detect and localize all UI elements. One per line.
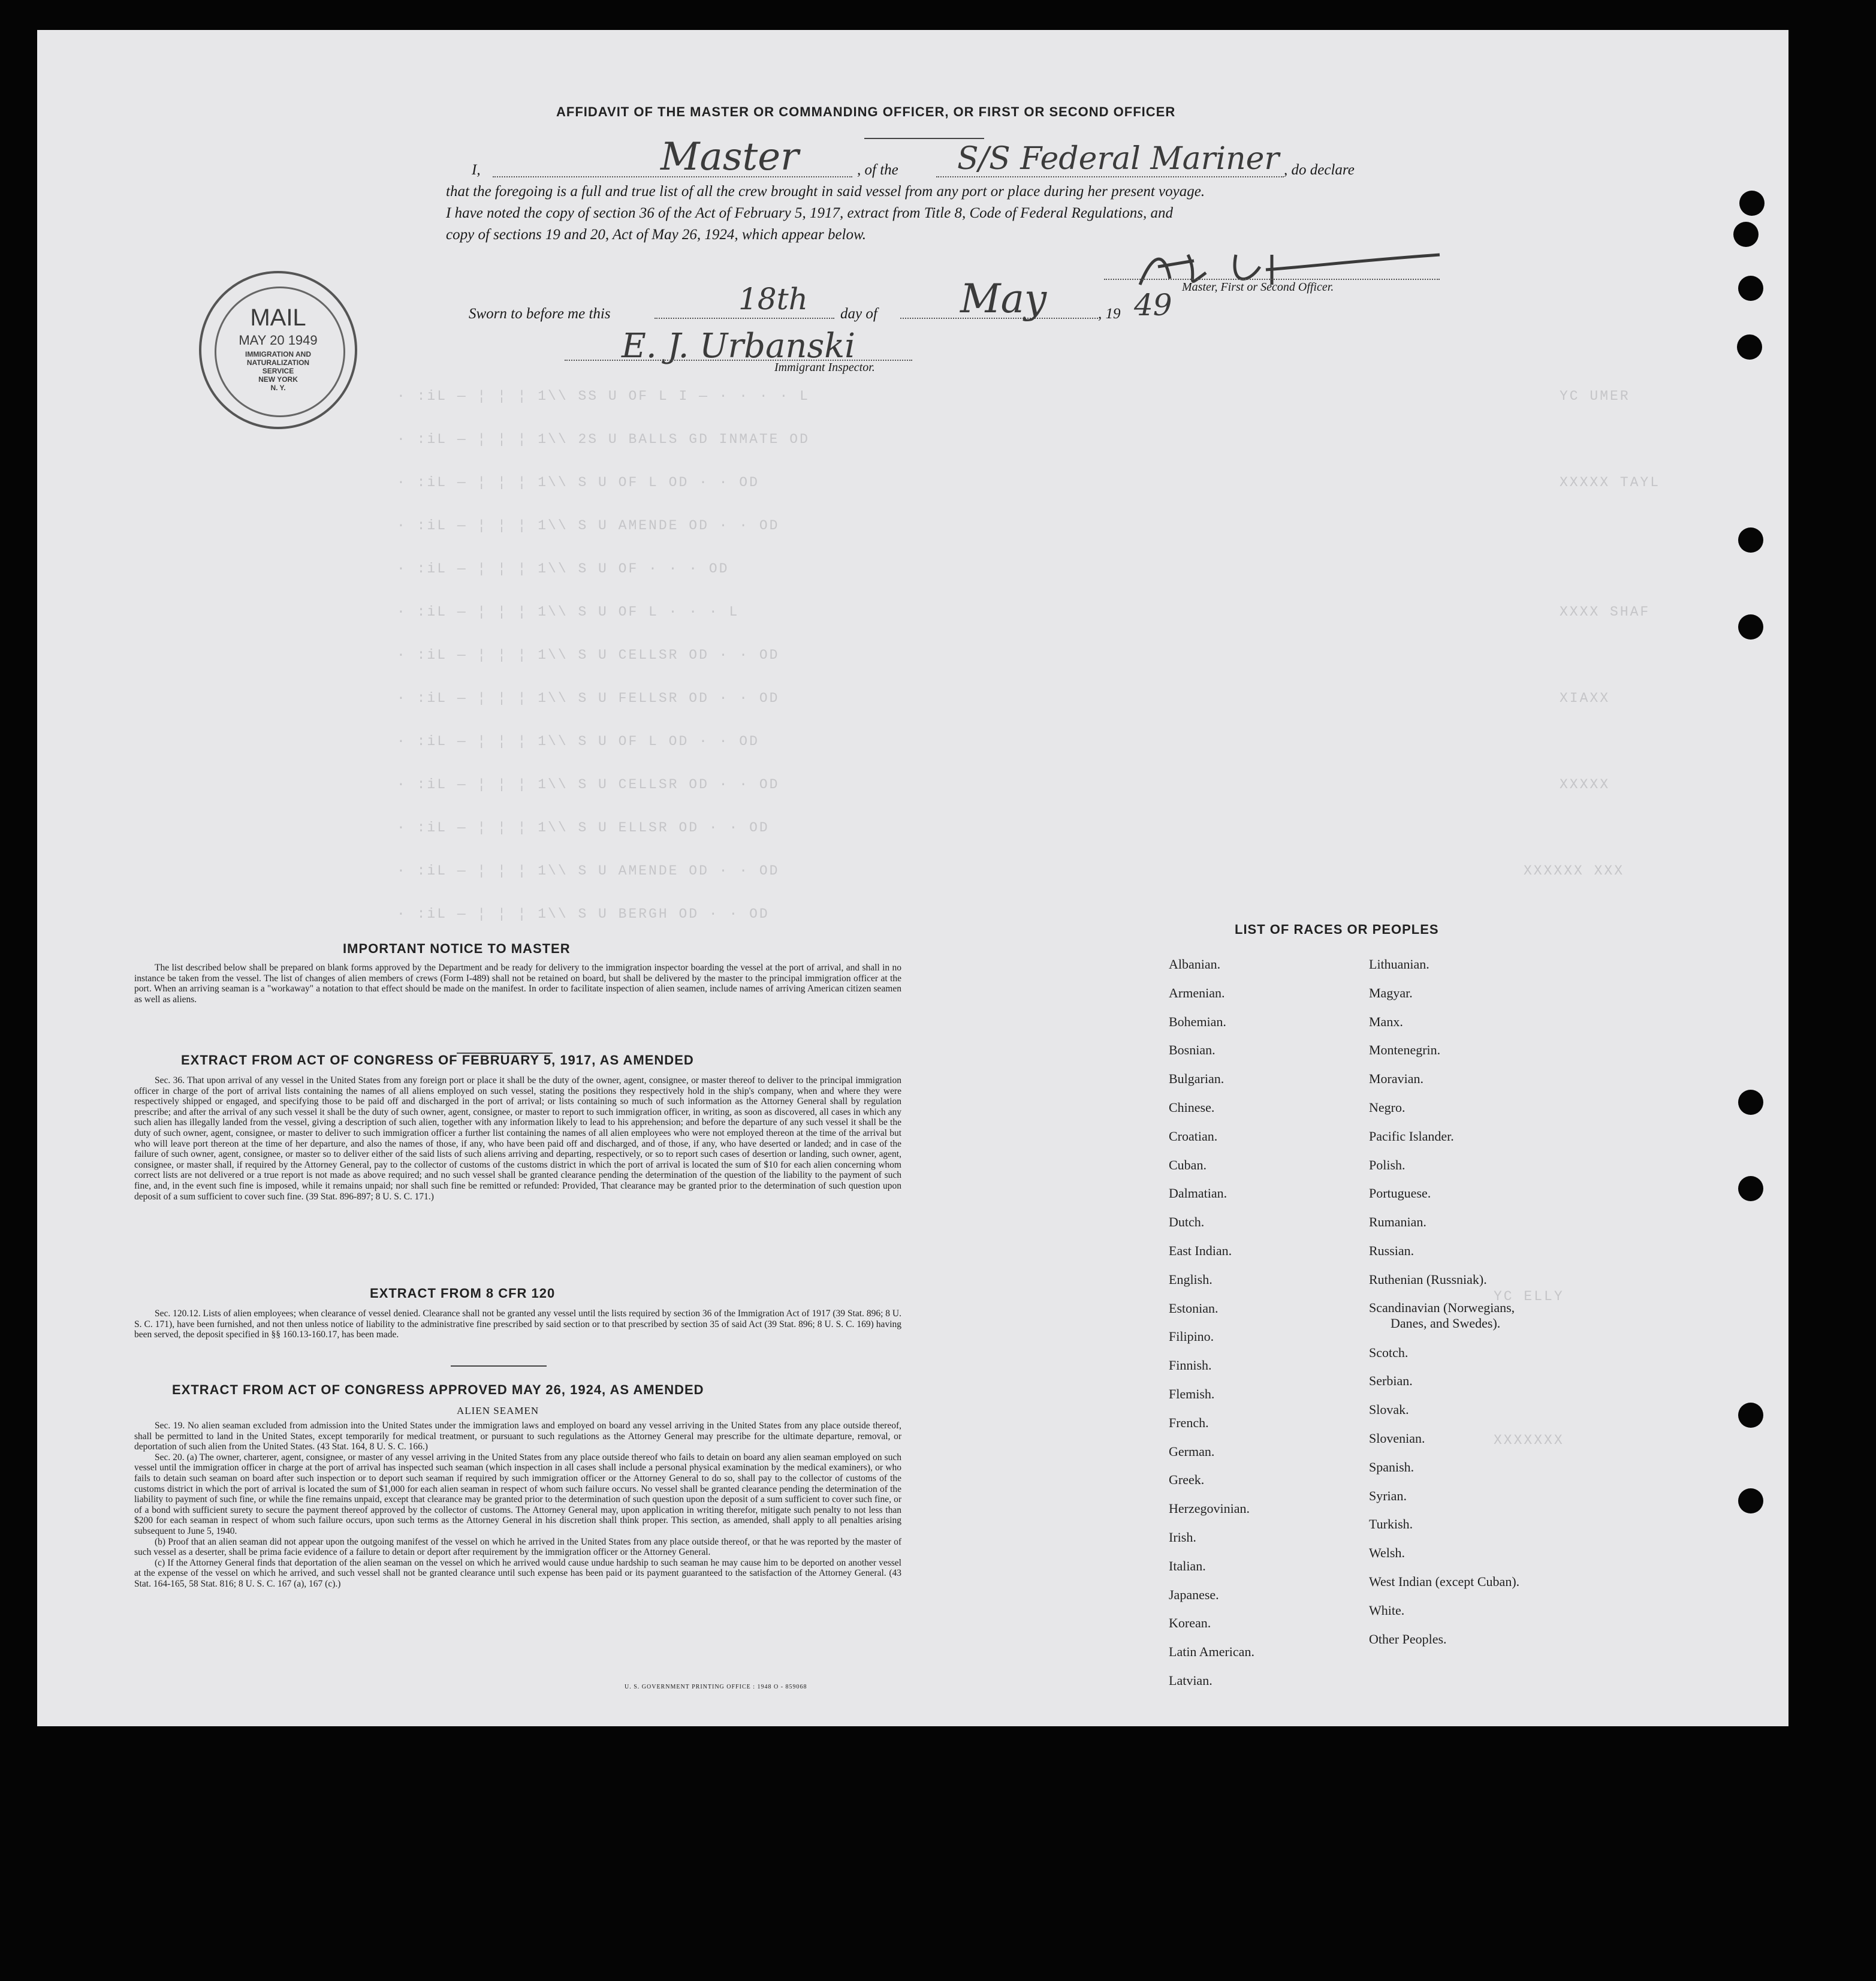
- race-item: Albanian.: [1169, 957, 1221, 972]
- race-item: Bohemian.: [1169, 1014, 1226, 1029]
- race-item: Latvian.: [1169, 1672, 1213, 1688]
- race-item: Bosnian.: [1169, 1042, 1216, 1058]
- race-item: West Indian (except Cuban).: [1369, 1573, 1520, 1589]
- binder-hole: [1738, 276, 1763, 301]
- race-item: Chinese.: [1169, 1099, 1215, 1115]
- extract-1924-text: [134, 1421, 901, 1590]
- affidavit-line-3: I have noted the copy of section 36 of the Act of February 5, 1917, extract from Title 8, Code of Federal Regulations, and: [446, 205, 1173, 221]
- race-item: Portuguese.: [1369, 1186, 1431, 1201]
- extract-1917-title: EXTRACT FROM ACT OF CONGRESS OF FEBRUARY 5, 1917, AS AMENDED: [181, 1053, 694, 1068]
- races-column-2: [1369, 950, 1519, 1653]
- stamp-line-2: NATURALIZATION: [246, 358, 310, 367]
- races-title: LIST OF RACES OR PEOPLES: [1235, 922, 1439, 937]
- document-sheet: AFFIDAVIT OF THE MASTER OR COMMANDING OFFICER, OR FIRST OR SECOND OFFICER I, Master , of the S/S Federal Mariner , do declare that the foregoing is a full and true list of all the crew brought in said vessel from any port or place during her present voyage. I have noted the copy of section 36 of the Act of February 5, 1917, extract from Title 8, Code of Federal Regulations, and copy of sections 19 and 20, Act of May 26, 1924, which appear below. Master, First or Second Officer. Sworn to before me this 18th day of May , 19 49 E. J. Urbanski Immigrant Inspector. MAIL MAY 20 1949 IMMIGRATION AND NATURALIZATION SERVICE NEW YORK N. Y. · :iL — ¦ ¦ ¦ 1\\ SS U OF L I — · · · · L · :iL — ¦ ¦ ¦ 1\\ 2S U BALLS GD INMATE OD · :iL — ¦ ¦ ¦ 1\\ S U OF L OD · · OD · :iL — ¦ ¦ ¦ 1\\ S U AMENDE OD · · OD · :iL — ¦ ¦ ¦ 1\\ S U OF · · · OD · :iL — ¦ ¦ ¦ 1\\ S U OF L · · · L · :iL — ¦ ¦ ¦ 1\\ S U CELLSR OD · · OD · :iL — ¦ ¦ ¦ 1\\ S U FELLSR OD · · OD · :iL — ¦ ¦ ¦ 1\\ S U OF L OD · · OD · :iL — ¦ ¦ ¦ 1\\ S U CELLSR OD · · OD · :iL — ¦ ¦ ¦ 1\\ S U ELLSR OD · · OD · :iL — ¦ ¦ ¦ 1\\ S U AMENDE OD · · OD · :iL — ¦ ¦ ¦ 1\\ S U BERGH OD · · OD YC UMER XXXXX TAYL XXXX SHAF XIAXX XXXXX XXXXXX XXX YC ELLY XXXXXXX IMPORTANT NOTICE TO MASTER The list described below shall be prepared on blank forms approved by the Department and be ready for delivery to the immigration inspector boarding the vessel at the port of arrival, and shall in no instance be taken from the vessel. The list of changes of alien members of crews (Form I-489) shall not be retained on board, but shall be delivered by the master to the principal immigration officer at the port. When an arriving seaman is a "workaway" a notation to that effect should be made on the manifest. In order to facilitate inspection of alien seamen, include names of arriving American citizen seamen as well as aliens. EXTRACT FROM ACT OF CONGRESS OF FEBRUARY 5, 1917, AS AMENDED Sec. 36. That upon arrival of any vessel in the United States from any foreign port or place it shall be the duty of the owner, agent, consignee, or master thereof to deliver to the principal immigration officer in charge of the port of arrival lists containing the names of all aliens employed on such vessel, stating the positions they respectively hold in the ship's company, when and where they were respectively shipped or engaged, and specifying those to be paid off and discharged in the port of arrival; or lists containing so much of such information as the Attorney General shall by regulation prescribe; and after the arrival of any such vessel it shall be the duty of such owner, agent, consignee, or master to report to such immigration officer, in writing, as soon as discovered, all cases in which any such alien has illegally landed from the vessel, giving a description of such alien, together with any information likely to lead to his apprehension; and before the departure of any such vessel it shall be the duty of such owner, agent, consignee, or master to deliver to such immigration officer a further list containing the names of all alien employees who were not employed thereon at the time of the arrival but who will leave port thereon at the time of her departure, and also the names of those, if any, who have been paid off and discharged, and of those, if any, who have deserted or landed; and in case of the failure of such owner, agent, consignee, or master so to deliver either of the said lists of such aliens arriving and departing, respectively, or so to report such cases of desertion or landing, such owner, agent, consignee, or master shall, if required by the Attorney General, pay to the collector of customs of the customs district in which the port of arrival is located the sum of $10 for each alien concerning whom correct lists are not delivered or a true report is not made as above required; and no such vessel shall be granted clearance pending the determination of the question of the liability to the payment of such fine, and, in the event such fine is imposed, while it remains unpaid; nor shall such fine be remitted or refunded: Provided, That clearance may be granted prior to the determination of such question upon deposit of a sum sufficient to cover such fine. (39 Stat. 896-897; 8 U. S. C. 171.) EXTRACT FROM 8 CFR 120 Sec. 120.12. Lists of alien employees; when clearance of vessel denied. Clearance shall not be granted any vessel until the lists required by section 36 of the Immigration Act of 1917 (39 Stat. 896; 8 U. S. C. 171), have been furnished, and not then unless notice of liability to the administrative fine prescribed by said section or to that prescribed by section 35 of said Act (39 Stat. 896; 8 U. S. C. 169) having been served, the deposit specified in §§ 160.13-160.17, has been made. EXTRACT FROM ACT OF CONGRESS APPROVED MAY 26, 1924, AS AMENDED ALIEN SEAMEN Sec. 19. No alien seaman excluded from admission into the United States under the immigration laws and employed on board any vessel arriving in the United States from any place outside thereof, shall be permitted to land in the United States, except temporarily for medical treatment, or pursuant to such regulations as the Attorney General may prescribe for the ultimate departure, removal, or deportation of such alien from the United States. (43 Stat. 164, 8 U. S. C. 166.) Sec. 20. (a) The owner, charterer, agent, consignee, or master of any vessel arriving in the United States from any place outside thereof who fails to detain on board any alien seaman employed on such vessel until the immigration officer in charge at the port of arrival has inspected such seaman (which inspection in all cases shall include a personal physical examination by the medical examiners), or who fails to detain such seaman on board after such inspection or to deport such seaman if required by such immigration officer or the Attorney General to do so, shall pay to the collector of customs of the customs district in which the port of arrival is located the sum of $1,000 for each alien seaman in respect of whom such failure occurs. No vessel shall be granted clearance pending the determination of the liability to payment of such fine, or while the fine remains unpaid, except that clearance may be granted prior to the determination of such question upon the deposit of a sum sufficient to cover such fine, or of a bond with sufficient surety to secure the payment thereof approved by the collector of customs. The Attorney General may, upon application in writing therefor, mitigate such penalty to not less than $200 for each seaman in respect of whom such failure occurs, upon such terms as the Attorney General in his discretion shall think proper. This section, as amended, shall apply to all penalties arising subsequent to June 5, 1940. (b) Proof that an alien seaman did not appear upon the outgoing manifest of the vessel on which he arrived in the United States from any place outside thereof, or that he was reported by the master of such vessel as a deserter, shall be prima facie evidence of a failure to detain or deport after requirement by the immigration officer or the Attorney General. (c) If the Attorney General finds that deportation of the alien seaman on the vessel on which he arrived would cause undue hardship to such seaman he may cause him to be deported on another vessel at the expense of the vessel on which he arrived, and such vessel shall not be granted clearance until such expense has been paid or its payment guaranteed to the satisfaction of the Attorney General. (43 Stat. 164-165, 58 Stat. 816; 8 U. S. C. 167 (a), 167 (c).) U. S. GOVERNMENT PRINTING OFFICE : 1948 O - 859068 LIST OF RACES OR PEOPLES Albanian. Armenian. Bohemian. Bosnian. Bulgarian. Chinese. Croatian. Cuban. Dalmatian. Dutch. East Indian. English. Estonian. Filipino. Finnish. Flemish. French. German. Greek. Herzegovinian. Irish. Italian. Japanese. Korean. Latin American. Latvian. Lithuanian. Magyar. Manx. Montenegrin. Moravian. Negro. Pacific Islander. Polish. Portuguese. Rumanian. Russian. Ruthenian (Russniak). Scandinavian (Norwegians, Danes, and Swedes). Scotch. Serbian. Slovak. Slovenian. Spanish. Syrian. Turkish. Welsh. West Indian (except Cuban). White. Other Peoples.: [37, 30, 1788, 1726]
- race-item: German.: [1169, 1443, 1215, 1459]
- race-item: Filipino.: [1169, 1329, 1214, 1344]
- race-item: Negro.: [1369, 1099, 1406, 1115]
- stamp-line-4: NEW YORK: [258, 375, 298, 384]
- race-item: Montenegrin.: [1369, 1042, 1441, 1058]
- stamp-line-3: SERVICE: [262, 367, 294, 375]
- notice-paragraph: The list described below shall be prepared on blank forms approved by the Department and be ready for delivery to the immigration inspector boarding the vessel at the port of arrival, and shall in no instance be taken from the vessel. The list of changes of alien members of crews (Form I-489) shall not be retained on board, but shall be delivered by the master to the principal immigration officer at the port. When an arriving seaman is a "workaway" a notation to that effect should be made on the manifest. In order to facilitate inspection of alien seamen, include names of arriving American citizen seamen as well as aliens.: [134, 963, 901, 1005]
- inspector-label: Immigrant Inspector.: [774, 361, 875, 374]
- month-handwriting: May: [960, 276, 1047, 322]
- race-item: Rumanian.: [1369, 1214, 1426, 1230]
- extract-1924-sec20c: (c) If the Attorney General finds that deportation of the alien seaman on the vessel on which he arrived would cause undue hardship to such seaman he may cause him to be deported on another vessel at the expense of the vessel on which he arrived, and such vessel shall not be granted clearance until such expense has been paid or its payment guaranteed to the satisfaction of the Attorney General. (43 Stat. 164-165, 58 Stat. 816; 8 U. S. C. 167 (a), 167 (c).): [134, 1557, 901, 1589]
- extract-cfr-title: EXTRACT FROM 8 CFR 120: [370, 1286, 556, 1301]
- stamp-mail: MAIL: [250, 304, 306, 331]
- race-item: Lithuanian.: [1369, 957, 1429, 972]
- do-declare-text: , do declare: [1284, 162, 1355, 178]
- extract-1924-sec19: Sec. 19. No alien seaman excluded from admission into the United States under the immigration laws and employed on board any vessel arriving in the United States from any place outside thereof, shall be permitted to land in the United States, except temporarily for medical treatment, or pursuant to such regulations as the Attorney General may prescribe for the ultimate departure, removal, or deportation of such alien from the United States. (43 Stat. 164, 8 U. S. C. 166.): [134, 1421, 901, 1452]
- race-item: Polish.: [1369, 1157, 1406, 1172]
- binder-hole: [1738, 614, 1763, 640]
- race-item-scandinavian: [1369, 1294, 1519, 1338]
- extract-cfr-paragraph: Sec. 120.12. Lists of alien employees; when clearance of vessel denied. Clearance shall not be granted any vessel until the lists required by section 36 of the Immigration Act of 1917 (39 Stat. 896; 8 U. S. C. 171), have been furnished, and not then unless notice of liability to the administrative fine prescribed by said section or to that prescribed by section 35 of said Act (39 Stat. 896; 8 U. S. C. 169) having been served, the deposit specified in §§ 160.13-160.17, has been made.: [134, 1308, 901, 1340]
- race-item: Latin American.: [1169, 1644, 1254, 1660]
- race-item: Dalmatian.: [1169, 1186, 1227, 1201]
- race-item: Welsh.: [1369, 1545, 1405, 1561]
- extract-1924-sec20a: Sec. 20. (a) The owner, charterer, agent, consignee, or master of any vessel arriving in the United States from any place outside thereof who fails to detain on board any alien seaman employed on such vessel until the immigration officer in charge at the port of arrival has inspected such seaman (which inspection in all cases shall include a personal physical examination by the medical examiners), or who fails to detain such seaman on board after such inspection or to deport such seaman if required by such immigration officer or the Attorney General to do so, shall pay to the collector of customs of the customs district in which the port of arrival is located the sum of $1,000 for each alien seaman in respect of whom such failure occurs. No vessel shall be granted clearance pending the determination of the liability to payment of such fine, or while the fine remains unpaid, except that clearance may be granted prior to the determination of such question upon the deposit of a sum sufficient to cover such fine, or of a bond with sufficient surety to secure the payment thereof approved by the collector of customs. The Attorney General may, upon application in writing therefor, mitigate such penalty to not less than $200 for each seaman in respect of whom such failure occurs, upon such terms as the Attorney General in his discretion shall think proper. This section, as amended, shall apply to all penalties arising subsequent to June 5, 1940.: [134, 1452, 901, 1536]
- master-handwriting: Master: [660, 135, 799, 179]
- race-item: English.: [1169, 1271, 1213, 1287]
- extract-1924-sec20b: (b) Proof that an alien seaman did not appear upon the outgoing manifest of the vessel on which he arrived in the United States from any place outside thereof, or that he was reported by the master of such vessel as a deserter, shall be prima facie evidence of a failure to detain or deport after requirement by the immigration officer or the Attorney General.: [134, 1536, 901, 1558]
- race-item: Other Peoples.: [1369, 1631, 1447, 1647]
- race-item: Cuban.: [1169, 1157, 1207, 1172]
- race-item: Pacific Islander.: [1369, 1128, 1454, 1144]
- affidavit-line-2: that the foregoing is a full and true list of all the crew brought in said vessel from any port or place during her present voyage.: [446, 183, 1205, 200]
- stamp-line-5: N. Y.: [270, 384, 286, 392]
- race-item: Dutch.: [1169, 1214, 1205, 1230]
- extract-cfr-text: [134, 1308, 901, 1340]
- race-item: Manx.: [1369, 1014, 1403, 1029]
- binder-hole: [1738, 527, 1763, 553]
- stamp-line-1: IMMIGRATION AND: [245, 350, 311, 358]
- title-divider: [864, 138, 984, 139]
- race-item: East Indian.: [1169, 1243, 1232, 1258]
- race-item: Slovenian.: [1369, 1430, 1425, 1446]
- signature-line: [1104, 279, 1440, 280]
- race-item: Moravian.: [1369, 1071, 1424, 1087]
- race-item: Croatian.: [1169, 1128, 1218, 1144]
- notice-title: IMPORTANT NOTICE TO MASTER: [343, 941, 571, 956]
- affidavit-line-4: copy of sections 19 and 20, Act of May 26, 1924, which appear below.: [446, 227, 867, 243]
- mail-stamp: [199, 271, 357, 429]
- binder-hole: [1738, 1090, 1763, 1115]
- race-item: Turkish.: [1369, 1516, 1413, 1532]
- cfr-divider: [451, 1365, 547, 1367]
- race-item: French.: [1169, 1415, 1209, 1430]
- signature-label: Master, First or Second Officer.: [1182, 281, 1334, 294]
- race-item: Irish.: [1169, 1529, 1196, 1545]
- races-column-1: [1169, 950, 1254, 1695]
- race-item: Ruthenian (Russniak).: [1369, 1271, 1487, 1287]
- day-handwriting: 18th: [738, 282, 808, 316]
- race-item: Syrian.: [1369, 1488, 1407, 1503]
- day-line: [655, 318, 834, 319]
- extract-1917-paragraph: Sec. 36. That upon arrival of any vessel in the United States from any foreign port or place it shall be the duty of the owner, agent, consignee, or master thereof to deliver to the principal immigration officer in charge of the port of arrival lists containing the names of all aliens employed on such vessel, stating the positions they respectively hold in the ship's company, when and where they were respectively shipped or engaged, and specifying those to be paid off and discharged in the port of arrival; or lists containing so much of such information as the Attorney General shall by regulation prescribe; and after the arrival of any such vessel it shall be the duty of such owner, agent, consignee, or master to report to such immigration officer, in writing, as soon as discovered, all cases in which any such alien has illegally landed from the vessel, giving a description of such alien, together with any information likely to lead to his apprehension; and before the departure of any such vessel it shall be the duty of such owner, agent, consignee, or master to deliver to such immigration officer a further list containing the names of all alien employees who were not employed thereon at the time of the arrival but who will leave port thereon at the time of her departure, and also the names of those, if any, who have been paid off and discharged, and of those, if any, who have deserted or landed; and in case of the failure of such owner, agent, consignee, or master so to deliver either of the said lists of such aliens arriving and departing, respectively, or so to report such cases of desertion or landing, such owner, agent, consignee, or master shall, if required by the Attorney General, pay to the collector of customs of the customs district in which the port of arrival is located the sum of $10 for each alien concerning whom correct lists are not delivered or a true report is not made as above required; and no such vessel shall be granted clearance pending the determination of the question of the liability to the payment of such fine, and, in the event such fine is imposed, while it remains unpaid; nor shall such fine be remitted or refunded: Provided, That clearance may be granted prior to the determination of such question upon deposit of a sum sufficient to cover such fine. (39 Stat. 896-897; 8 U. S. C. 171.): [134, 1075, 901, 1202]
- binder-hole: [1733, 222, 1759, 247]
- notice-text: [134, 963, 901, 1005]
- vessel-handwriting: S/S Federal Mariner: [957, 141, 1280, 177]
- sworn-label: Sworn to before me this: [469, 306, 611, 322]
- stamp-date: MAY 20 1949: [239, 333, 318, 348]
- race-item: Magyar.: [1369, 985, 1413, 1000]
- extract-1917-text: [134, 1075, 901, 1202]
- race-item: Finnish.: [1169, 1358, 1212, 1373]
- race-item: Korean.: [1169, 1615, 1211, 1631]
- race-item: White.: [1369, 1602, 1405, 1618]
- binder-hole: [1739, 191, 1765, 216]
- race-item: Greek.: [1169, 1472, 1205, 1488]
- race-scandinavian-line-1: Scandinavian (Norwegians,: [1369, 1299, 1515, 1315]
- day-of-text: day of: [840, 306, 877, 322]
- race-item: Russian.: [1369, 1243, 1414, 1258]
- extract-1924-subtitle: ALIEN SEAMEN: [457, 1405, 539, 1416]
- race-item: Herzegovinian.: [1169, 1501, 1250, 1516]
- race-item: Armenian.: [1169, 985, 1225, 1000]
- year-handwriting: 49: [1134, 288, 1172, 322]
- binder-hole: [1738, 1488, 1763, 1513]
- binder-hole: [1738, 1176, 1763, 1201]
- binder-hole: [1738, 1403, 1763, 1428]
- printer-imprint: U. S. GOVERNMENT PRINTING OFFICE : 1948 O - 859068: [625, 1684, 807, 1690]
- affidavit-i: I,: [472, 162, 481, 178]
- race-item: Estonian.: [1169, 1300, 1219, 1316]
- binder-hole: [1737, 334, 1762, 360]
- race-item: Serbian.: [1369, 1373, 1413, 1389]
- extract-1924-title: EXTRACT FROM ACT OF CONGRESS APPROVED MAY 26, 1924, AS AMENDED: [172, 1382, 704, 1397]
- race-item: Scotch.: [1369, 1344, 1408, 1360]
- of-the-text: , of the: [857, 162, 898, 178]
- race-item: Flemish.: [1169, 1386, 1215, 1401]
- affidavit-title: AFFIDAVIT OF THE MASTER OR COMMANDING OFFICER, OR FIRST OR SECOND OFFICER: [556, 104, 1176, 119]
- race-item: Slovak.: [1369, 1402, 1409, 1418]
- inspector-handwriting: E. J. Urbanski: [622, 327, 856, 366]
- race-item: Bulgarian.: [1169, 1071, 1224, 1087]
- year-prefix: , 19: [1098, 306, 1121, 322]
- race-item: Italian.: [1169, 1558, 1206, 1573]
- race-item: Spanish.: [1369, 1459, 1414, 1475]
- race-item: Japanese.: [1169, 1587, 1219, 1602]
- race-scandinavian-line-2: Danes, and Swedes).: [1391, 1315, 1501, 1331]
